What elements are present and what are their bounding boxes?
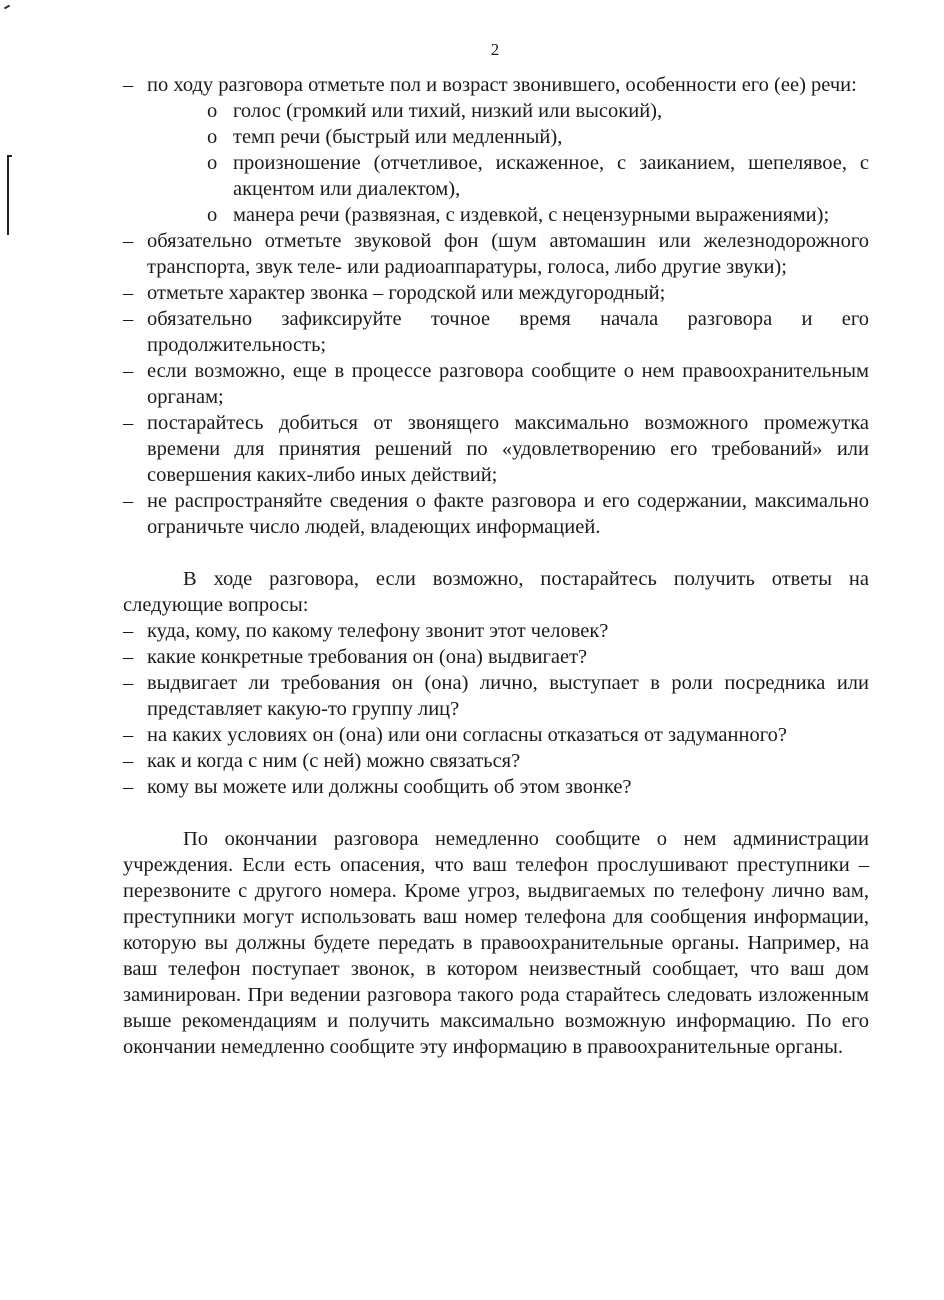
question-item: – на каких условиях он (она) или они согласны отказаться от задуманного?	[123, 722, 869, 748]
intro-paragraph: В ходе разговора, если возможно, постарайтесь получить ответы на следующие вопросы:	[123, 568, 869, 616]
sub-list-item: o произношение (отчетливое, искаженное, с заиканием, шепелявое, с акцентом или диалектом),	[207, 150, 869, 202]
sub-list-item: o темп речи (быстрый или медленный),	[207, 124, 869, 150]
page-number: 2	[490, 40, 500, 59]
scan-artifact-mark	[4, 5, 10, 10]
list-item: – обязательно отметьте звуковой фон (шум автомашин или железнодорожного транспорта, звук теле- или радиоаппаратуры, голоса, либо другие звуки);	[123, 228, 869, 280]
question-item: – куда, кому, по какому телефону звонит этот человек?	[123, 618, 869, 644]
list-item: – постарайтесь добиться от звонящего максимально возможного промежутка времени для принятия решений по «удовлетворению его требований» или совершения каких-либо иных действий;	[123, 410, 869, 488]
question-item: – какие конкретные требования он (она) выдвигает?	[123, 644, 869, 670]
instructions-list	[123, 72, 869, 540]
list-item-text: по ходу разговора отметьте пол и возраст звонившего, особенности его (ее) речи:	[147, 74, 857, 96]
scan-artifact-bracket	[7, 155, 9, 235]
spacer	[123, 800, 869, 826]
list-item: – если возможно, еще в процессе разговора сообщите о нем правоохранительным органам;	[123, 358, 869, 410]
list-item: – не распространяйте сведения о факте разговора и его содержании, максимально ограничьте число людей, владеющих информацией.	[123, 488, 869, 540]
spacer	[123, 540, 869, 566]
list-item: – отметьте характер звонка – городской или междугородный;	[123, 280, 869, 306]
sub-list-item: o манера речи (развязная, с издевкой, с нецензурными выражениями);	[207, 202, 869, 228]
question-item: – как и когда с ним (с ней) можно связаться?	[123, 748, 869, 774]
voice-features-list	[207, 98, 869, 228]
questions-list	[123, 618, 869, 800]
sub-list-item: o голос (громкий или тихий, низкий или высокий),	[207, 98, 869, 124]
final-paragraph: По окончании разговора немедленно сообщите о нем администрации учреждения. Если есть опасения, что ваш телефон прослушивают преступники – перезвоните с другого номера. Кроме угроз, выдвигаемых по телефону лично вам, преступники могут использовать ваш номер телефона для сообщения информации, которую вы должны будете передать в правоохранительные органы. Например, на ваш телефон поступает звонок, в котором неизвестный сообщает, что ваш дом заминирован. При ведении разговора такого рода старайтесь следовать изложенным выше рекомендациям и получить максимально возможную информацию. По его окончании немедленно сообщите эту информацию в правоохранительные органы.	[123, 828, 869, 1058]
document-body	[123, 72, 869, 1060]
question-item: – выдвигает ли требования он (она) лично, выступает в роли посредника или представляет какую-то группу лиц?	[123, 670, 869, 722]
question-item: – кому вы можете или должны сообщить об этом звонке?	[123, 774, 869, 800]
list-item	[123, 72, 869, 228]
list-item: – обязательно зафиксируйте точное время начала разговора и его продолжительность;	[123, 306, 869, 358]
